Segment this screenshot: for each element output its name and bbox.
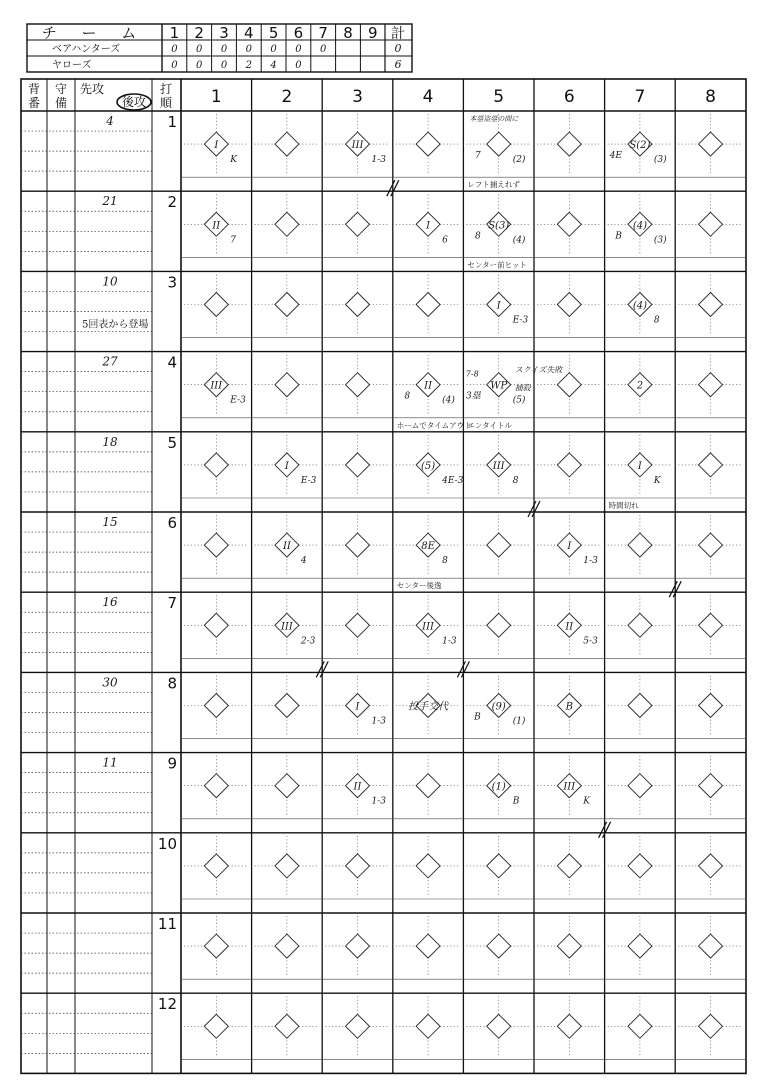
scoring-mark: 8 [404,391,411,402]
scoring-mark: I [284,460,289,472]
scoring-mark: B [512,796,520,807]
base-diamond [699,533,723,557]
play-note: エンタイトル [467,420,512,430]
scoring-mark: (9) [491,701,506,713]
linescore-team-header: チ ー ム [41,24,147,42]
at-bat-cell [636,381,643,392]
base-diamond [487,854,511,878]
batting-order-number: 10 [157,834,177,853]
scoring-mark: 3塁 [465,391,481,402]
batting-order-number: 8 [167,674,177,693]
linescore-inning-3: 3 [219,24,229,42]
scoring-mark: K [583,796,591,807]
scoring-mark: 8 [474,231,481,242]
scoring-mark: (3) [653,155,667,166]
scoring-mark: (4) [512,235,526,246]
linescore-inning-4: 4 [244,24,254,42]
header-second-attack-label: 後攻 [121,95,147,109]
scoring-mark: I [496,300,501,312]
batting-order-rows [82,113,177,1013]
batting-order-number: 7 [167,594,177,613]
base-diamond [628,934,652,958]
base-diamond [416,132,440,156]
play-note: センター前ヒット [467,260,527,270]
linescore-inning-8: 8 [343,24,353,42]
batting-order-number: 12 [157,995,177,1014]
base-diamond [204,694,228,718]
scoring-mark: (5) [421,460,436,472]
base-diamond [346,613,370,637]
play-note: センター後逸 [396,581,442,591]
linescore-run: 0 [245,44,252,55]
base-diamond [416,854,440,878]
header-position-label: 備 [54,96,68,110]
scoring-mark: II [212,220,221,232]
scoring-mark: (4) [442,395,455,406]
linescore-run: 4 [270,60,277,71]
base-diamond [557,212,581,236]
base-diamond [699,694,723,718]
batting-order-number: 5 [167,433,177,452]
scoring-mark: (2) [512,155,526,166]
base-diamond [628,694,652,718]
scoring-mark: I [567,541,572,553]
at-bat-cell [397,541,448,590]
linescore-inning-5: 5 [268,24,279,42]
linescore-run: 2 [245,60,252,71]
base-diamond [487,934,511,958]
linescore-run: 0 [220,44,228,55]
linescore-table [27,24,412,72]
base-diamond [416,774,440,798]
scoring-mark: (4) [632,300,647,312]
base-diamond [346,212,370,236]
base-diamond [699,774,723,798]
base-diamond [275,774,299,798]
header-inning-3: 3 [352,87,363,107]
base-diamond [275,293,299,317]
batting-order-number: 9 [167,754,177,773]
scoring-mark: 4E-3 [442,475,464,486]
base-diamond [699,453,723,477]
player-number: 27 [102,354,118,369]
base-diamond [628,1014,652,1038]
player-number: 4 [106,114,114,128]
base-diamond [628,533,652,557]
base-diamond [204,854,228,878]
scoring-mark: B [615,231,622,242]
scoring-mark: 6 [442,235,448,246]
base-diamond [346,453,370,477]
scoring-mark: I [637,460,642,472]
scoring-mark: (1) [512,716,526,727]
scoring-mark: (3) [653,235,667,246]
base-diamond [346,1014,370,1038]
at-bat-cell [467,220,526,269]
scoring-mark: K [230,155,238,166]
base-diamond [275,694,299,718]
linescore-team-name: ベアハンターズ [52,44,121,55]
base-diamond [487,613,511,637]
scoring-mark: III [280,621,293,633]
scoring-mark: 捕殺 [514,383,531,393]
linescore-run: 0 [196,44,203,55]
base-diamond [346,934,370,958]
header-order-label: 順 [159,96,173,110]
linescore-inning-6: 6 [293,24,304,42]
player-number: 16 [102,595,118,610]
scoring-mark: 本塁盗塁の間に [469,115,519,123]
base-diamond [204,293,228,317]
base-diamond [487,1014,511,1038]
play-note: 時間切れ [608,501,639,510]
linescore-run: 0 [171,60,178,71]
scoring-mark: 1-3 [371,796,386,807]
base-diamond [699,373,723,397]
base-diamond [487,533,511,557]
batting-order-number: 2 [167,193,177,212]
scoring-mark: E-3 [300,475,317,486]
header-inning-2: 2 [281,87,293,107]
batting-order-number: 11 [157,915,177,933]
scoring-mark: スクイズ失敗 [514,365,563,375]
linescore-run: 0 [270,44,277,55]
scoring-mark: III [492,460,505,472]
scoring-mark: II [424,380,433,392]
linescore-inning-2: 2 [194,24,204,42]
player-number: 15 [102,515,118,529]
scoring-mark: I [426,220,431,232]
scoring-mark: 2-3 [300,636,316,647]
base-diamond [699,212,723,236]
scoring-mark: S(3) [488,220,510,232]
scoring-mark: E-3 [230,395,246,406]
linescore-run: 0 [196,60,203,71]
header-first-attack-label: 先攻 [80,82,105,96]
scoring-mark: II [282,541,291,553]
linescore-total-header: 計 [391,26,405,42]
scoring-mark: III [351,140,364,152]
player-number: 18 [102,434,118,449]
base-diamond [346,293,370,317]
scoring-mark: I [355,701,360,713]
scoring-mark: 8 [512,475,519,486]
base-diamond [699,293,723,317]
scoring-mark: 8 [653,315,660,326]
scoring-mark: 4 [300,556,307,567]
linescore-inning-9: 9 [368,24,378,42]
base-diamond [628,613,652,637]
batting-order-number: 6 [167,514,177,532]
play-note: ホームでタイムアウト [396,420,472,430]
batting-order-number: 4 [167,353,177,372]
at-bat-cell [408,701,449,713]
base-diamond [557,453,581,477]
scoring-mark: 8E [421,541,435,553]
player-number: 21 [102,194,118,209]
header-inning-6: 6 [563,87,575,107]
base-diamond [346,533,370,557]
header-inning-8: 8 [705,87,716,107]
base-diamond [628,854,652,878]
base-diamond [275,854,299,878]
base-diamond [699,613,723,637]
header-inning-4: 4 [422,87,434,107]
base-diamond [416,934,440,958]
batting-order-number: 1 [167,113,177,131]
scoring-mark: S(2) [629,140,651,152]
scoring-mark: (5) [512,395,526,406]
player-number: 11 [102,755,118,770]
base-diamond [204,1014,228,1038]
scoring-mark: 7 [230,235,237,246]
scoring-mark: III [210,380,223,392]
scoring-mark: E-3 [512,315,529,326]
scoring-mark: K [653,475,661,486]
scoring-mark: 5-3 [583,636,598,647]
scoring-mark: 1-3 [371,716,386,727]
scoring-mark: (4) [632,220,647,232]
base-diamond [275,934,299,958]
play-note: レフト捕えれず [467,180,520,190]
base-diamond [699,132,723,156]
player-note: 5回表から登場 [82,319,149,331]
header-inning-1: 1 [210,87,222,107]
base-diamond [487,132,511,156]
linescore-run: 0 [171,44,178,55]
scoring-mark: 4E [609,151,622,162]
linescore-total: 6 [394,58,402,71]
scoring-mark: 7-8 [465,369,479,379]
header-position-label: 守 [54,82,68,96]
scoring-mark: 7 [474,151,481,162]
linescore-inning-1: 1 [169,24,180,42]
scoring-mark: 1-3 [442,636,457,647]
base-diamond [628,774,652,798]
linescore-inning-7: 7 [318,24,328,42]
linescore-run: 0 [220,60,228,71]
at-bat-cell [565,702,573,713]
batting-order-number: 3 [167,273,177,292]
linescore-run: 0 [295,60,302,71]
base-diamond [699,1014,723,1038]
base-diamond [557,854,581,878]
base-diamond [557,293,581,317]
base-diamond [204,453,228,477]
header-order-label: 打 [159,82,173,96]
base-diamond [204,774,228,798]
header-inning-5: 5 [493,87,505,107]
scoring-mark: III [422,621,435,633]
linescore-run: 0 [320,44,327,55]
base-diamond [275,373,299,397]
scoring-mark: I [214,140,219,152]
scoring-mark: II [565,621,574,633]
base-diamond [275,1014,299,1038]
linescore-run: 0 [295,44,302,55]
player-number: 30 [102,675,118,690]
base-diamond [275,212,299,236]
header-number-label: 背 [27,82,41,96]
scoring-mark: II [353,781,362,793]
base-diamond [557,373,581,397]
base-diamond [557,934,581,958]
base-diamond [416,293,440,317]
base-diamond [557,132,581,156]
linescore-total: 0 [394,42,402,55]
scoring-mark: (1) [491,781,506,793]
scoring-mark: WP [490,380,508,392]
header-number-label: 番 [27,96,41,110]
base-diamond [204,533,228,557]
header-inning-7: 7 [634,87,646,107]
scoring-mark: III [563,781,576,793]
scoring-mark: B [565,701,573,713]
scoring-mark: 1-3 [371,155,386,166]
player-number: 10 [102,274,118,289]
scoring-mark: B [474,712,481,723]
scoring-mark: 2 [636,380,644,392]
scoring-mark: 8 [442,556,448,567]
base-diamond [275,132,299,156]
scoring-mark: 1-3 [583,556,598,567]
base-diamond [346,373,370,397]
base-diamond [699,934,723,958]
scoring-mark: 投手交代 [408,701,449,713]
base-diamond [346,854,370,878]
linescore-team-name: ヤローズ [52,60,92,71]
at-bat-cell [466,366,563,430]
base-diamond [699,854,723,878]
base-diamond [204,613,228,637]
base-diamond [416,1014,440,1038]
scoresheet-header [28,81,716,110]
base-diamond [557,1014,581,1038]
base-diamond [204,934,228,958]
